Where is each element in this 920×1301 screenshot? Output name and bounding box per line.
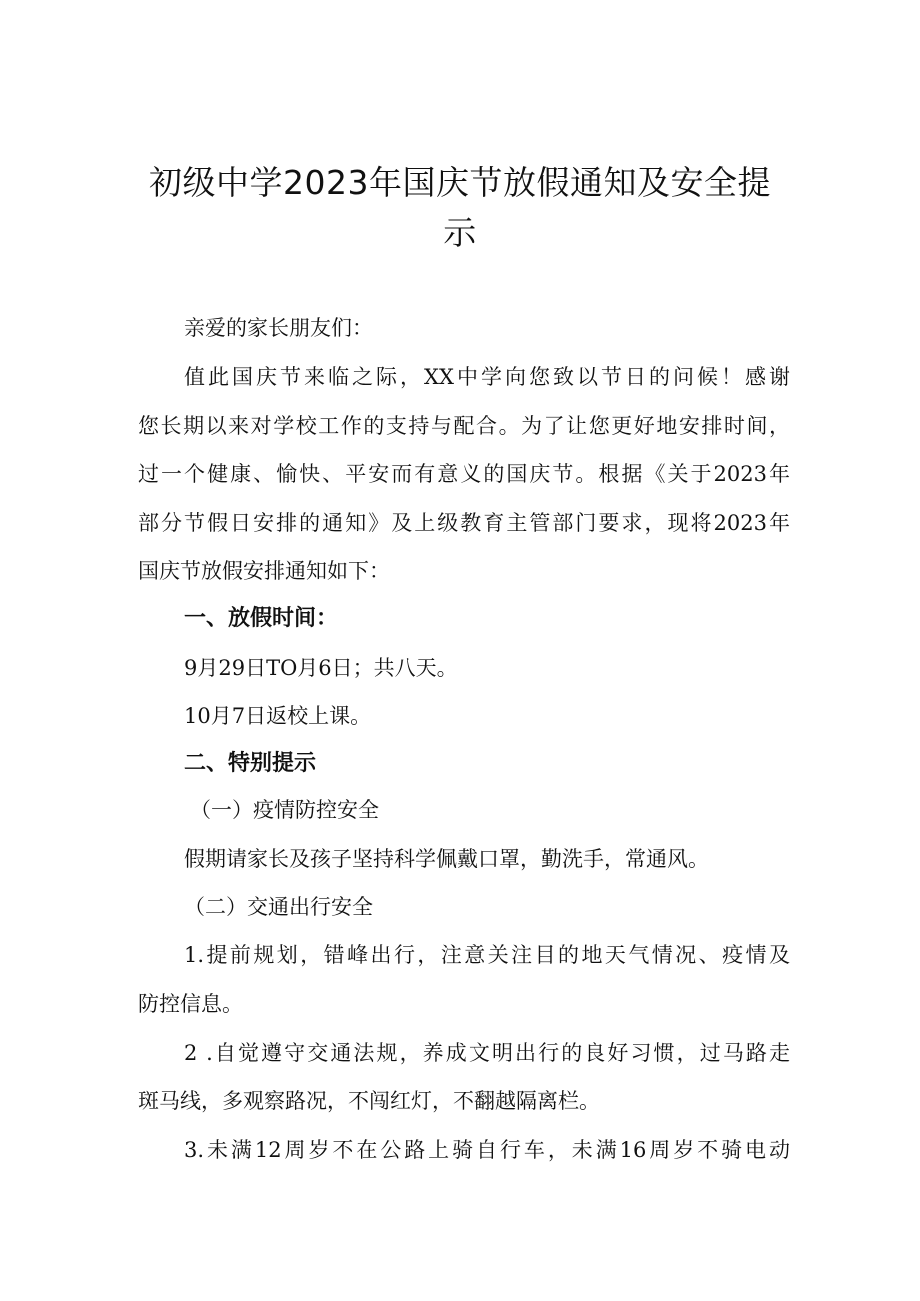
- intro-line-5: 国庆节放假安排通知如下：: [138, 559, 390, 583]
- intro-line-3: 过一个健康、愉快、平安而有意义的国庆节。根据《关于2023年: [138, 462, 790, 486]
- traffic-item-1-line-1: 1.提前规划，错峰出行，注意关注目的地天气情况、疫情及: [184, 943, 790, 967]
- greeting: 亲爱的家长朋友们：: [184, 316, 373, 340]
- intro-line-4: 部分节假日安排的通知》及上级教育主管部门要求，现将2023年: [138, 511, 790, 535]
- document-title: 初级中学2023年国庆节放假通知及安全提示: [149, 163, 771, 252]
- traffic-item-2-line-2: 斑马线，多观察路况，不闯红灯，不翻越隔离栏。: [138, 1089, 600, 1113]
- subheading-traffic-safety: （二）交通出行安全: [184, 895, 373, 919]
- return-date: 10月7日返校上课。: [184, 704, 372, 728]
- section-heading-special-tips: 二、特别提示: [184, 751, 317, 776]
- traffic-item-1-line-2: 防控信息。: [138, 992, 243, 1016]
- section-heading-holiday-time: 一、放假时间：: [184, 606, 339, 631]
- holiday-dates: 9月29日TO月6日；共八天。: [184, 656, 458, 680]
- traffic-item-2-line-1: 2 .自觉遵守交通法规，养成文明出行的良好习惯，过马路走: [184, 1041, 790, 1065]
- traffic-item-3-line-1: 3.未满12周岁不在公路上骑自行车，未满16周岁不骑电动: [184, 1138, 790, 1162]
- subheading-epidemic-safety: （一）疫情防控安全: [190, 798, 379, 822]
- intro-line-1: 值此国庆节来临之际，XX中学向您致以节日的问候！感谢: [184, 365, 790, 389]
- intro-line-2: 您长期以来对学校工作的支持与配合。为了让您更好地安排时间，: [138, 414, 790, 438]
- epidemic-safety-text: 假期请家长及孩子坚持科学佩戴口罩，勤洗手，常通风。: [184, 847, 709, 871]
